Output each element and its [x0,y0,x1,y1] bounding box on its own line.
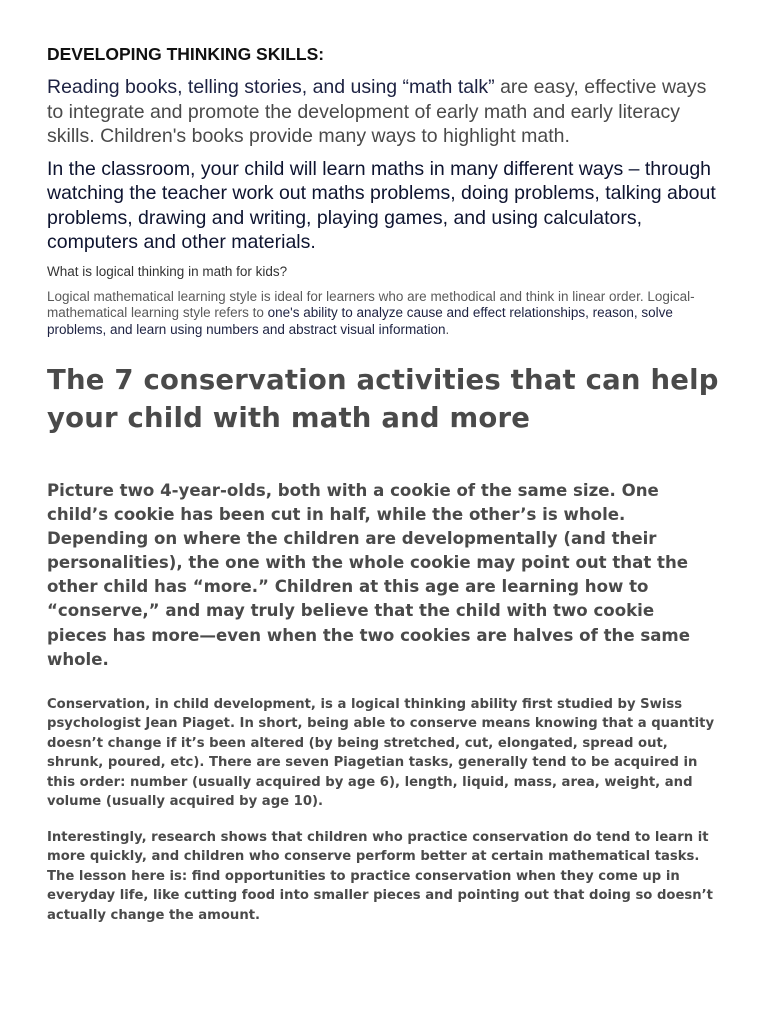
logical-style-paragraph [47,289,719,339]
document-page [47,40,719,925]
intro-highlight-text: Reading books, telling stories, and using “math talk” [47,76,495,98]
article-title: The 7 conservation activities that can help your child with math and more [47,364,719,434]
conservation-paragraph: Conservation, in child development, is a logical thinking ability first studied by Swiss psychologist Jean Piaget. In short, being able to conserve means knowing that a quantity doesn’t change if it’s been altered (by being stretched, cut, elongated, spread out, shrunk, poured, etc). There are seven Piagetian tasks, generally tend to be acquired in this order: number (usually acquired by age 6), length, liquid, mass, area, weight, and volume (usually acquired by age 10). [47,696,715,810]
intro-rest-text: are easy, effective ways to integrate and promote the development of early math and early literacy skills. Children's books provide many ways to highlight math. [47,76,707,147]
intro-paragraph [47,75,719,149]
classroom-paragraph: In the classroom, your child will learn maths in many different ways – through watching the teacher work out maths problems, doing problems, talking about problems, drawing and writing, playing games, and using calculators, computers and other materials. [47,157,716,253]
logical-style-intro-text: Logical mathematical learning style is ideal for learners who are methodical and think in linear order. Logical-mathematical learning style refers to [47,288,695,320]
research-paragraph: Interestingly, research shows that children who practice conservation do tend to learn it more quickly, and children who conserve perform better at certain mathematical tasks. The lesson here is: find opportunities to practice conservation when they come up in everyday life, like cutting food into smaller pieces and pointing out that doing so doesn’t actually change the amount. [47,829,713,923]
section-heading: DEVELOPING THINKING SKILLS: [47,44,325,64]
logical-thinking-question: What is logical thinking in math for kids? [47,263,288,279]
logical-style-period: . [445,321,450,337]
logical-style-definition-text: one's ability to analyze cause and effect relationships, reason, solve problems, and learn using numbers and abstract visual information [47,305,673,337]
lead-paragraph: Picture two 4-year-olds, both with a cookie of the same size. One child’s cookie has been cut in half, while the other’s is whole. Depending on where the children are developmentally (and their personalities), the one with the whole cookie may point out that the other child has “more.” Children at this age are learning how to “conserve,” and may truly believe that the child with two cookie pieces has more—even when the two cookies are halves of the same whole. [47,481,690,669]
